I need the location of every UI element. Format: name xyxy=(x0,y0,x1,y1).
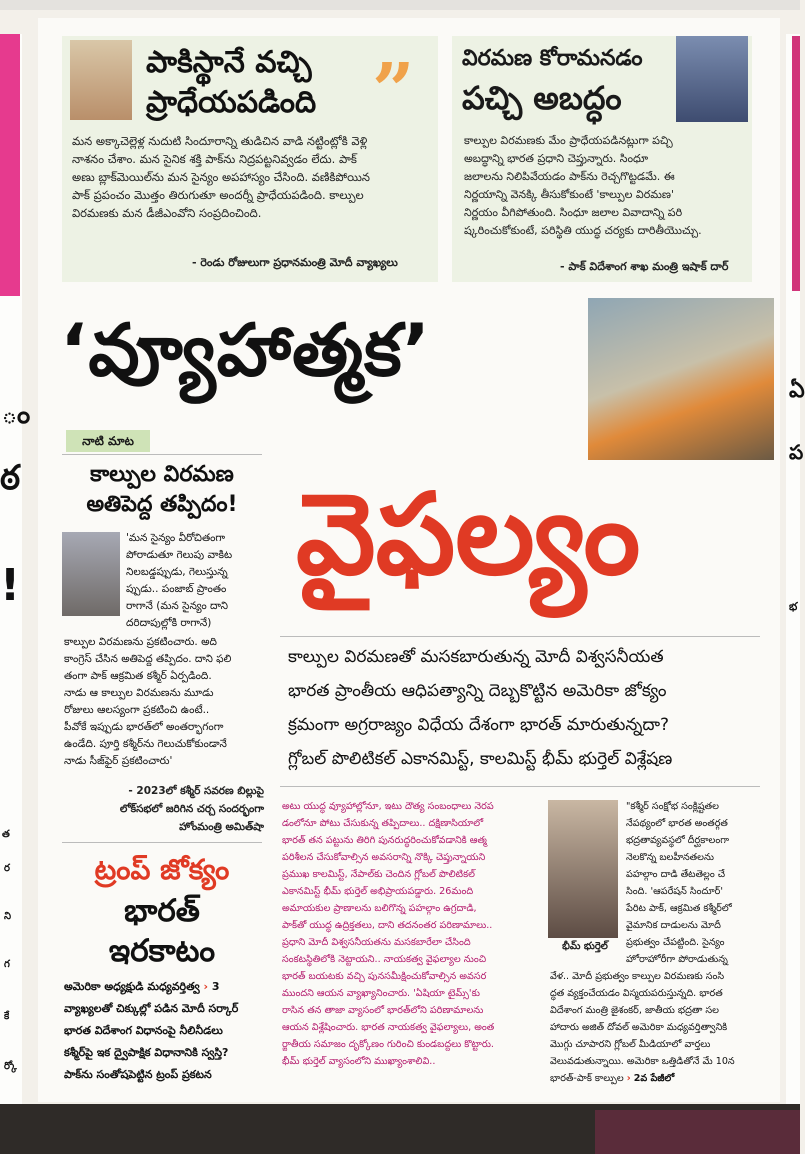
deck-line: క్రమంగా అగ్రరాజ్యం విధేయ దేశంగా భారత్ మారుతున్నదా? xyxy=(288,715,670,735)
modi-photo xyxy=(70,40,132,120)
side-fragment: ! xyxy=(0,560,21,611)
side-fragment: ఏ xyxy=(789,378,805,403)
side-fragment: ర xyxy=(4,863,10,874)
right-page-pink-block xyxy=(792,36,800,291)
headline-line2: వైఫల్యం xyxy=(296,470,641,600)
list-item: వ్యాఖ్యలతో చిక్కుల్లో పడిన మోదీ సర్కార్ xyxy=(64,1002,239,1015)
list-item: కశ్మీర్‌పై ఇక ద్వైపాక్షిక విధానానికి స్వస్తి? xyxy=(64,1046,229,1059)
war-photo xyxy=(588,298,774,460)
article-right-wide: వేళ.. మోదీ ప్రభుత్వం కాల్పుల విరమణకు సంసి ద్ధత వ్యక్తంచేయడం విస్మయపరుస్తున్నది. భారత విదేశాంగ మంత్రి జైశంకర్, జాతీయ భద్రతా సల హాదారు అజిత్ దోవల్ అమెరికా మధ్యవర్తిత్వానికి మొగ్గు చూపారని గ్లోబల్ మీడియాలో వార్తలు వెలువడుతున్నాయి. అమెరికా ఒత్తిడితోనే మే 10న భారత్-పాక్ కాల్పుల › 2వ పేజీలో xyxy=(550,971,735,1084)
side-fragment: త xyxy=(2,829,10,840)
photo-caption: భీమ్ భుర్తెల్ xyxy=(562,941,608,952)
divider xyxy=(62,454,262,455)
shah-quote-wide: కాల్పుల విరమణను ప్రకటించారు. అది కాంగ్రెస్ చేసిన అతిపెద్ద తప్పిదం. దాని ఫలి తంగా పాక్ ఆక్రమిత కశ్మీర్ ఏర్పడింది. నాడు ఆ కాల్పుల విరమణను మూడు రోజులు ఆలస్యంగా ప్రకటించి ఉంటే.. పీవోకే ఇప్పుడు భారత్‌లో అంతర్భాగంగా ఉండేది. పూర్తి కశ్మీర్‌ను గెలుచుకోకుండానే నాడు సీజ్‌ఫైర్ ప్రకటించారు' xyxy=(64,636,232,767)
list-item: పాక్‌ను సంతోషపెట్టిన ట్రంప్ ప్రకటన xyxy=(64,1068,212,1081)
column-title-line1: కాల్పుల విరమణ xyxy=(90,462,234,487)
amit-shah-photo xyxy=(62,532,120,616)
dar-quote-attribution: - పాక్ విదేశాంగ శాఖ మంత్రి ఇషాక్ దార్ xyxy=(560,260,729,273)
ishaq-dar-photo xyxy=(676,36,748,122)
quote-mark-icon: ” xyxy=(372,48,415,134)
dar-quote-body: కాల్పుల విరమణకు మేం ప్రాధేయపడినట్లుగా పచ్చి అబద్ధాన్ని భారత ప్రధాని చెప్తున్నారు. సింధూ జలాలను నిలిపివేయడం పాక్‌ను రెచ్చగొట్టడమే. ఈ నిర్ణయాన్ని వెనక్కి తీసుకోకుంటే 'కాల్పుల విరమణ' నిర్ణయం వీగిపోతుంది. సింధూ జలాల వివాదాన్ని పరి ష్కరించుకోకుంటే, పరిస్థితి యుద్ధ చర్యకు దారితీయొచ్చు. xyxy=(464,134,702,237)
bhim-bhurtel-photo xyxy=(548,800,618,938)
dar-quote-title-line2: పచ్చి అబద్ధం xyxy=(462,79,622,117)
list-item: అమెరికా అధ్యక్షుడి మధ్యవర్తిత్వ › 3 xyxy=(64,980,220,993)
side-fragment: ని xyxy=(4,911,12,922)
modi-quote-title-line1: పాకిస్థానే వచ్చి xyxy=(146,45,312,80)
page-ref: 3 xyxy=(211,980,220,993)
modi-quote-body: మన అక్కాచెల్లెళ్ల నుదుటి సిందూరాన్ని తుడిచిన వాడి నట్టింట్లోకి వెళ్లి నాశనం చేశాం. మన సైనిక శక్తి పాక్‌ను నిద్రపట్టనివ్వడం లేదు. పాక్ అణు బ్లాక్‌మెయిల్‌ను మన సైన్యం అపహాస్యం చేసింది. వణికిపోయిన పాక్ ప్రపంచం మొత్తం తిరుగుతూ అందర్నీ ప్రాధేయపడింది. కాల్పుల విరమణకు మన డీజీఎంవోని సంప్రదించింది. xyxy=(72,134,370,220)
divider xyxy=(62,842,262,843)
divider xyxy=(280,636,760,637)
trump-box-subtitle-line2: ఇరకాటం xyxy=(108,933,216,969)
trump-box-subtitle-line1: భారత్ xyxy=(124,893,200,929)
continue-arrow-icon: › xyxy=(626,1073,631,1084)
next-page-panel xyxy=(595,1110,800,1154)
column-title-line2: అతిపెద్ద తప్పిదం! xyxy=(86,492,238,517)
deck-line: గ్లోబల్ పొలిటికల్ ఎకానమిస్ట్, కాలమిస్ట్ భీమ్ భుర్తెల్ విశ్లేషణ xyxy=(288,749,673,769)
side-fragment: గ xyxy=(4,959,10,970)
deck-lines xyxy=(288,640,758,776)
shah-quote-narrow: 'మన సైన్యం వీరోచితంగా పోరాడుతూ గెలుపు వాకిట నిలబడ్డప్పుడు, గెలుస్తున్న ప్పుడు.. పంజాబ్ ప్రాంతం రాగానే (మన సైన్యం దాని దరిదాపుల్లోకి రాగానే) xyxy=(126,532,233,629)
deck-line: భారత ప్రాంతీయ ఆధిపత్యాన్ని దెబ్బకొట్టిన అమెరికా జోక్యం xyxy=(288,681,667,701)
side-fragment: ర్కో xyxy=(4,1061,17,1072)
top-strip xyxy=(0,0,800,10)
deck-line: కాల్పుల విరమణతో మసకబారుతున్న మోదీ విశ్వసనీయత xyxy=(288,647,664,667)
left-page-pink-block xyxy=(0,34,20,296)
trump-box-list xyxy=(64,976,264,1086)
headline-line1: ‘వ్యూహాత్మక’ xyxy=(60,308,431,392)
modi-quote-attribution: - రెండు రోజులుగా ప్రధానమంత్రి మోదీ వ్యాఖ్యలు xyxy=(192,256,398,269)
modi-quote-title-line2: ప్రాధేయపడింది xyxy=(146,85,317,120)
nati-mata-tag: నాటి మాట xyxy=(66,430,150,452)
shah-caption: - 2023లో కశ్మీర్ సవరణ బిల్లుపై లోక్‌సభలో జరిగిన చర్చ సందర్భంగా హోంమంత్రి అమిత్‌షా xyxy=(119,785,264,833)
side-fragment: భ xyxy=(789,600,798,613)
divider xyxy=(280,786,760,787)
continued-label: 2వ పేజీలో xyxy=(633,1073,675,1084)
side-fragment: కే xyxy=(4,1011,10,1022)
list-item: భారత విదేశాంగ విధానంపై నీలినీడలు xyxy=(64,1024,223,1037)
trump-box-title: ట్రంప్ జోక్యం xyxy=(94,853,230,886)
dar-quote-title-line1: విరమణ కోరామనడం xyxy=(462,46,643,71)
side-fragment: ప xyxy=(789,440,804,464)
arrow-icon: › xyxy=(203,980,209,993)
side-fragment: ం xyxy=(2,400,31,430)
article-right-narrow: "కశ్మీర్ సంక్షోభ సంక్లిష్టతల నేపథ్యంలో భారత అంతర్గత భద్రతావ్యవస్థలో దీర్ఘకాలంగా నెలకొన్న బలహీనతలను పహల్గాం దాడి తేటతెల్లం చే సింది. 'ఆపరేషన్ సిందూర్' పేరిట పాక్, ఆక్రమిత కశ్మీర్‌లో వైమానిక దాడులను మోదీ ప్రభుత్వం చేపట్టింది. సైన్యం హోరాహోరీగా పోరాడుతున్న xyxy=(626,801,732,965)
side-fragment: ఠ xyxy=(0,458,21,498)
main-article-intro: అటు యుద్ధ వ్యూహాల్లోనూ, ఇటు దౌత్య సంబంధాలు నెరప డంలోనూ పోటు చేసుకున్న తప్పిదాలు.. దక్షిణాసియాలో భారత్ తన పట్టును తిరిగి పునరుద్ధరించుకోవడానికి ఆత్మ పరిశీలన చేసుకోవాల్సిన అవసరాన్ని నొక్కి చెప్తున్నాయని ప్రముఖ కాలమిస్ట్, నేపాల్‌కు చెందిన గ్లోబల్ పొలిటికల్ ఎకానమిస్ట్ భీమ్ భుర్తెల్ అభిప్రాయపడ్డారు. 26మంది అమాయకుల ప్రాణాలను బలిగొన్న పహల్గాం ఉగ్రదాడి, పాక్‌తో యుద్ధ ఉద్రిక్తతలు, దాని తదనంతర పరిణామాలు.. ప్రధాని మోదీ విశ్వసనీయతను మసకబారేలా చేసింది సంకటస్థితిలోకి నెట్టాయని.. నాయకత్వ వైఫల్యాల నుంచి భారత్ బయటకు వచ్చి పునసమీక్షించుకోవాల్సిన అవసర ముందని ఆయన వ్యాఖ్యానించారు. 'ఏషియా టైమ్స్'కు రాసిన తన తాజా వ్యాసంలో భారత్‌లోని పరిణామాలను ఆయన విశ్లేషించారు. భారత నాయకత్వ వైఫల్యాలు, అంత ర్జాతీయ సమాజం దృక్కోణం గురించి కుండబద్దలు కొట్టారు. భీమ్ భుర్తెల్ వ్యాసంలోని ముఖ్యాంశాలివి.. xyxy=(282,801,495,1067)
